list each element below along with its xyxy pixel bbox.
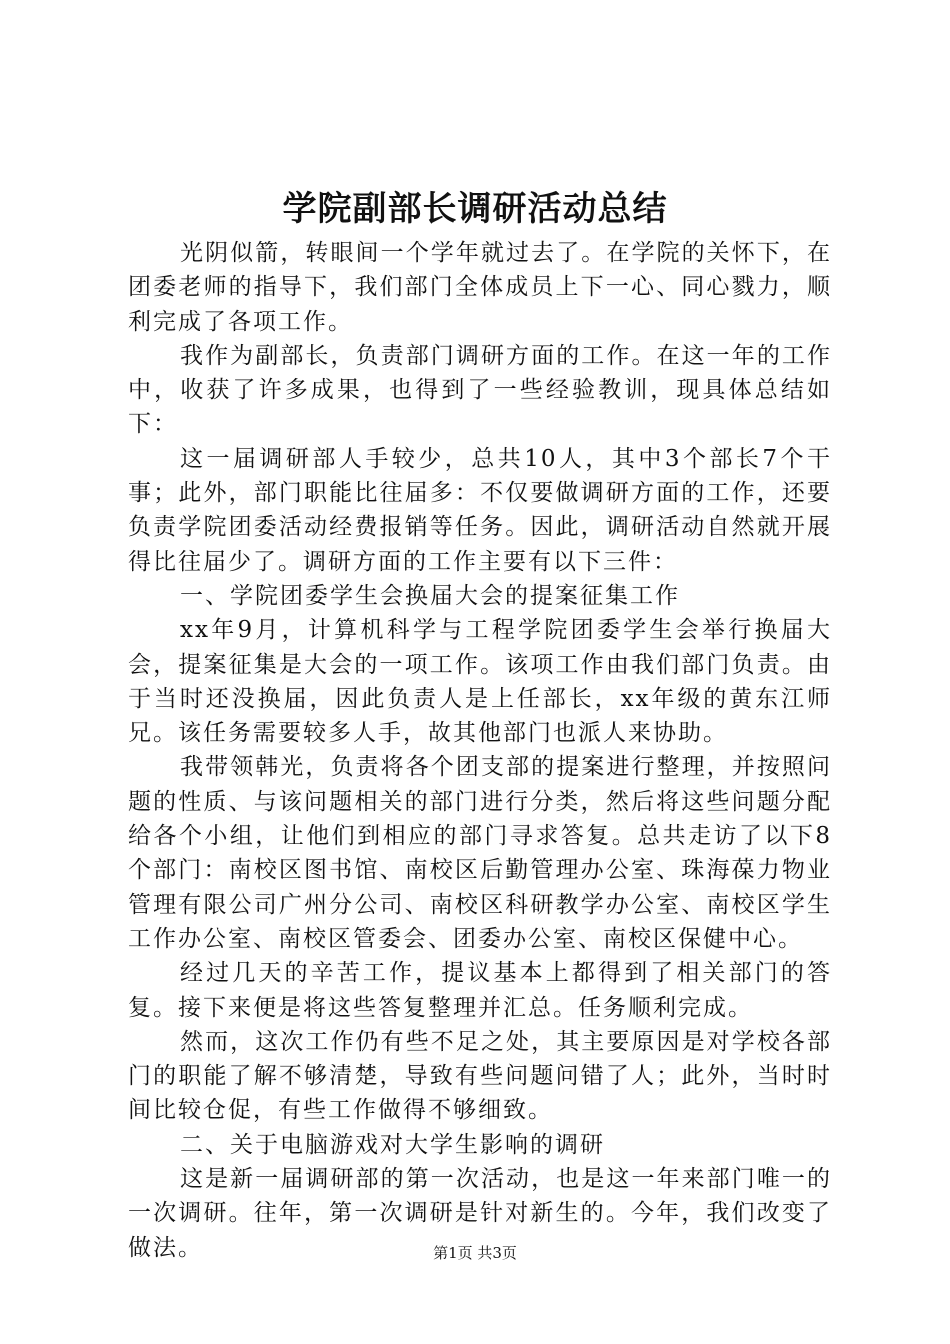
section-heading: 一、学院团委学生会换届大会的提案征集工作 (180, 582, 680, 609)
paragraph: 光阴似箭，转眼间一个学年就过去了。在学院的关怀下，在团委老师的指导下，我们部门全体成员上下一心、同心戮力，顺利完成了各项工作。 (128, 240, 832, 335)
document-title: 学院副部长调研活动总结 (282, 189, 668, 229)
paragraph: 我作为副部长，负责部门调研方面的工作。在这一年的工作中，收获了许多成果，也得到了一些经验教训，现具体总结如下： (128, 342, 832, 438)
document-body (128, 236, 832, 1265)
section-heading: 二、关于电脑游戏对大学生影响的调研 (180, 1131, 605, 1158)
paragraph: 这是新一届调研部的第一次活动，也是这一年来部门唯一的一次调研。往年，第一次调研是针对新生的。今年，我们改变了做法。 (128, 1166, 832, 1261)
paragraph: 这一届调研部人手较少，总共10人，其中3个部长7个干事；此外，部门职能比往届多：不仅要做调研方面的工作，还要负责学院团委活动经费报销等任务。因此，调研活动自然就开展得比往届少了。调研方面的工作主要有以下三件： (128, 445, 832, 575)
paragraph: 然而，这次工作仍有些不足之处，其主要原因是对学校各部门的职能了解不够清楚，导致有些问题问错了人；此外，当时时间比较仓促，有些工作做得不够细致。 (128, 1028, 832, 1124)
paragraph: 经过几天的辛苦工作，提议基本上都得到了相关部门的答复。接下来便是将这些答复整理并汇总。任务顺利完成。 (128, 960, 832, 1021)
page-number-footer: 第1页 共3页 (433, 1244, 517, 1262)
paragraph: xx年9月，计算机科学与工程学院团委学生会举行换届大会，提案征集是大会的一项工作。该项工作由我们部门负责。由于当时还没换届，因此负责人是上任部长，xx年级的黄东江师兄。该任务需要较多人手，故其他部门也派人来协助。 (128, 617, 832, 747)
paragraph: 我带领韩光，负责将各个团支部的提案进行整理，并按照问题的性质、与该问题相关的部门进行分类，然后将这些问题分配给各个小组，让他们到相应的部门寻求答复。总共走访了以下8个部门：南校区图书馆、南校区后勤管理办公室、珠海葆力物业管理有限公司广州分公司、南校区科研教学办公室、南校区学生工作办公室、南校区管委会、团委办公室、南校区保健中心。 (128, 754, 832, 952)
